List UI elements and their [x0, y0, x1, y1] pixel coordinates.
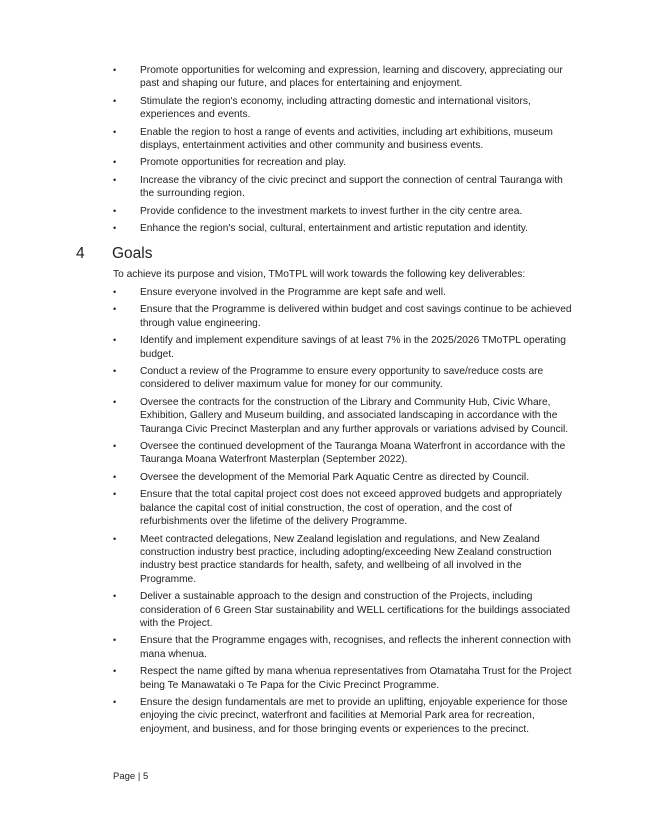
- bullet-icon: •: [113, 157, 117, 168]
- list-item: [113, 174, 568, 201]
- list-item-text: Ensure that the Programme is delivered within budget and cost savings continue to be achieved through value engineering.: [140, 304, 572, 329]
- list-item: [113, 634, 573, 661]
- bullet-icon: •: [113, 287, 117, 297]
- bullet-icon: •: [113, 489, 117, 500]
- bullet-icon: •: [113, 304, 117, 315]
- bullet-icon: •: [113, 533, 117, 544]
- section-number: 4: [76, 245, 85, 262]
- section-heading: [76, 244, 476, 266]
- list-item: [113, 334, 573, 361]
- list-item: [113, 590, 573, 630]
- list-item-text: Deliver a sustainable approach to the design and construction of the Projects, including consideration of 6 Green Star sustainability and WELL certifications for the buildings associated with the Project.: [140, 591, 570, 629]
- section-title: Goals: [112, 245, 153, 262]
- bullet-icon: •: [113, 223, 117, 234]
- bullet-icon: •: [113, 591, 117, 602]
- list-item: [113, 286, 573, 299]
- page-separator: |: [137, 771, 141, 782]
- list-item: [113, 64, 568, 91]
- list-item: [113, 396, 573, 436]
- list-item-text: Oversee the continued development of the Tauranga Moana Waterfront in accordance with the Tauranga Moana Waterfront Masterplan (September 2022).: [140, 441, 566, 466]
- bullet-icon: •: [113, 95, 117, 106]
- bullet-icon: •: [113, 335, 117, 346]
- goals-bullet-list: [113, 286, 573, 740]
- bullet-icon: •: [113, 635, 117, 646]
- bullet-icon: •: [113, 666, 117, 677]
- list-item: [113, 665, 573, 692]
- page-label: Page: [113, 771, 136, 782]
- bullet-icon: •: [113, 696, 117, 707]
- benefits-bullet-list: [113, 64, 568, 239]
- list-item-text: Enable the region to host a range of events and activities, including art exhibitions, museum displays, entertainment activities and other community and business events.: [140, 126, 553, 152]
- bullet-icon: •: [113, 126, 117, 137]
- list-item: [113, 126, 568, 153]
- list-item-text: Ensure that the Programme engages with, recognises, and reflects the inherent connection with mana whenua.: [140, 635, 571, 660]
- list-item-text: Respect the name gifted by mana whenua representatives from Otamataha Trust for the Project being Te Manawataki o Te Papa for the Civic Precinct Programme.: [140, 666, 572, 691]
- list-item-text: Identify and implement expenditure savings of at least 7% in the 2025/2026 TMoTPL operating budget.: [140, 335, 566, 360]
- list-item-text: Provide confidence to the investment markets to invest further in the city centre area.: [140, 205, 523, 217]
- page-number: 5: [142, 771, 149, 782]
- list-item: [113, 696, 573, 736]
- list-item: [113, 222, 568, 235]
- bullet-icon: •: [113, 471, 117, 482]
- list-item-text: Conduct a review of the Programme to ensure every opportunity to save/reduce costs are considered to deliver maximum value for money for our community.: [140, 366, 544, 391]
- list-item: [113, 205, 568, 218]
- bullet-icon: •: [113, 174, 117, 185]
- bullet-icon: •: [113, 441, 117, 452]
- list-item: [113, 440, 573, 467]
- list-item-text: Ensure everyone involved in the Programme are kept safe and well.: [140, 287, 446, 298]
- list-item-text: Increase the vibrancy of the civic precinct and support the connection of central Tauranga with the surrounding region.: [140, 174, 563, 200]
- section-intro: To achieve its purpose and vision, TMoTPL will work towards the following key deliverables:: [113, 269, 526, 280]
- page-footer: [113, 771, 148, 783]
- list-item-text: Oversee the development of the Memorial Park Aquatic Centre as directed by Council.: [140, 471, 530, 483]
- list-item: [113, 488, 573, 528]
- list-item: [113, 303, 573, 330]
- list-item: [113, 365, 573, 392]
- bullet-icon: •: [113, 396, 117, 407]
- list-item-text: Meet contracted delegations, New Zealand legislation and regulations, and New Zealand construction industry best practice, including adopting/exceeding New Zealand construction industry best practice standards for health, safety, and wellbeing of all involved in the Programme.: [140, 533, 552, 585]
- list-item-text: Promote opportunities for welcoming and expression, learning and discovery, appreciating our past and shaping our future, and places for entertaining and enjoyment.: [140, 65, 563, 90]
- list-item-text: Oversee the contracts for the construction of the Library and Community Hub, Civic Whare, Exhibition, Gallery and Museum building, and associated landscaping in accordance with the Tauranga Civic Precinct Masterplan and any further approvals or variations advised by Council.: [140, 396, 569, 435]
- list-item-text: Ensure the design fundamentals are met to provide an uplifting, enjoyable experience for those enjoying the civic precinct, waterfront and facilities at Memorial Park area for recreation, enjoyment, and business, and for those bringing events or experiences to the precinct.: [140, 696, 568, 735]
- bullet-icon: •: [113, 65, 117, 75]
- list-item-text: Promote opportunities for recreation and play.: [140, 157, 346, 169]
- list-item: [113, 533, 573, 587]
- list-item: [113, 156, 568, 169]
- list-item: [113, 471, 573, 484]
- bullet-icon: •: [113, 205, 117, 216]
- list-item-text: Enhance the region's social, cultural, entertainment and artistic reputation and identity.: [140, 223, 528, 235]
- list-item-text: Ensure that the total capital project cost does not exceed approved budgets and appropriately balance the capital cost of initial construction, the cost of operation, and the cost of refurbishments over the lifetime of the delivery Programme.: [140, 489, 562, 528]
- list-item-text: Stimulate the region's economy, including attracting domestic and international visitors, experiences and events.: [140, 95, 531, 121]
- list-item: [113, 95, 568, 122]
- bullet-icon: •: [113, 366, 117, 377]
